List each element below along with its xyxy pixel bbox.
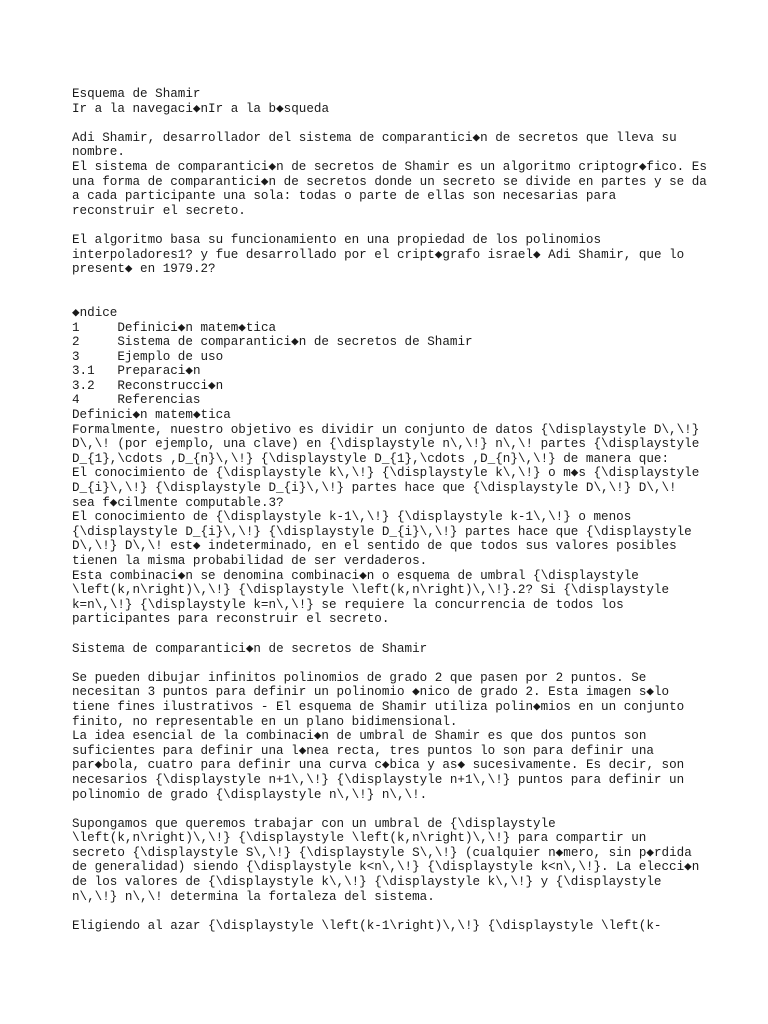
text-line: D\,\! (por ejemplo, una clave) en {\displaystyle n\,\!} n\,\! partes {\displaystyle: [72, 437, 700, 452]
text-line: tiene fines ilustrativos - El esquema de Shamir utiliza polin◆mios en un conjunto: [72, 699, 685, 714]
text-line: El sistema de comparantici◆n de secretos de Shamir es un algoritmo criptogr◆fico. Es: [72, 159, 707, 174]
text-line: Formalmente, nuestro objetivo es dividir un conjunto de datos {\displaystyle D\,\!}: [72, 422, 700, 437]
text-line: Se pueden dibujar infinitos polinomios de grado 2 que pasen por 2 puntos. Se: [72, 670, 647, 685]
text-line: La idea esencial de la combinaci◆n de umbral de Shamir es que dos puntos son: [72, 729, 647, 744]
text-line: reconstruir el secreto.: [72, 203, 246, 218]
text-line: {\displaystyle D_{i}\,\!} {\displaystyle D_{i}\,\!} partes hace que {\displaystyle: [72, 524, 692, 539]
text-line: [72, 627, 712, 642]
text-line: finito, no representable en un plano bidimensional.: [72, 714, 458, 729]
document-body: [72, 87, 712, 933]
text-line: [72, 218, 712, 233]
text-line: secreto {\displaystyle S\,\!} {\displaystyle S\,\!} (cualquier n◆mero, sin p◆rdida: [72, 845, 692, 860]
text-line: n\,\!} n\,\! determina la fortaleza del sistema.: [72, 889, 435, 904]
text-line: Eligiendo al azar {\displaystyle \left(k-1\right)\,\!} {\displaystyle \left(k-: [72, 918, 662, 933]
text-line: polinomio de grado {\displaystyle n\,\!} n\,\!.: [72, 787, 428, 802]
text-line: [72, 656, 712, 671]
text-line: 3.2 Reconstrucci◆n: [72, 378, 224, 393]
text-line: El conocimiento de {\displaystyle k\,\!} {\displaystyle k\,\!} o m◆s {\displaystyle: [72, 466, 700, 481]
text-line: participantes para reconstruir el secreto.: [72, 612, 390, 627]
text-line: D\,\!} D\,\! est◆ indeterminado, en el sentido de que todos sus valores posibles: [72, 539, 677, 554]
text-line: a cada participante una sola: todas o parte de ellas son necesarias para: [72, 189, 617, 204]
text-line: D_{i}\,\!} {\displaystyle D_{i}\,\!} partes hace que {\displaystyle D\,\!} D\,\!: [72, 481, 677, 496]
text-line: Esta combinaci◆n se denomina combinaci◆n o esquema de umbral {\displaystyle: [72, 568, 639, 583]
text-line: [72, 277, 712, 292]
text-line: Definici◆n matem◆tica: [72, 408, 231, 423]
text-line: present◆ en 1979.2?: [72, 262, 216, 277]
text-line: 1 Definici◆n matem◆tica: [72, 320, 277, 335]
text-line: tienen la misma probabilidad de ser verdaderos.: [72, 554, 428, 568]
text-line: nombre.: [72, 145, 125, 160]
text-line: D_{1},\cdots ,D_{n}\,\!} {\displaystyle D_{1},\cdots ,D_{n}\,\!} de manera que:: [72, 451, 670, 466]
text-line: [72, 291, 712, 306]
text-line: una forma de comparantici◆n de secretos donde un secreto se divide en partes y se da: [72, 174, 707, 189]
text-line: de generalidad) siendo {\displaystyle k<n\,\!} {\displaystyle k<n\,\!}. La elecci◆n: [72, 860, 700, 875]
text-line: 2 Sistema de comparantici◆n de secretos de Shamir: [72, 335, 473, 350]
text-line: [72, 116, 712, 131]
text-line: Adi Shamir, desarrollador del sistema de comparantici◆n de secretos que lleva su: [72, 130, 677, 145]
text-line: k=n\,\!} {\displaystyle k=n\,\!} se requiere la concurrencia de todos los: [72, 597, 624, 612]
text-line: [72, 904, 712, 919]
text-line: Supongamos que queremos trabajar con un umbral de {\displaystyle: [72, 816, 556, 831]
text-line: ◆ndice: [72, 305, 118, 320]
text-line: [72, 802, 712, 817]
text-line: \left(k,n\right)\,\!} {\displaystyle \left(k,n\right)\,\!} para compartir un: [72, 831, 647, 846]
text-line: necesarios {\displaystyle n+1\,\!} {\displaystyle n+1\,\!} puntos para definir un: [72, 772, 685, 787]
text-line: de los valores de {\displaystyle k\,\!} {\displaystyle k\,\!} y {\displaystyle: [72, 875, 662, 890]
text-line: 3.1 Preparaci◆n: [72, 364, 201, 379]
text-line: Esquema de Shamir: [72, 87, 201, 101]
text-line: suficientes para definir una l◆nea recta, tres puntos lo son para definir una: [72, 743, 654, 758]
text-line: El algoritmo basa su funcionamiento en una propiedad de los polinomios: [72, 232, 602, 247]
text-line: Ir a la navegaci◆nIr a la b◆squeda: [72, 101, 330, 116]
text-line: El conocimiento de {\displaystyle k-1\,\!} {\displaystyle k-1\,\!} o menos: [72, 510, 632, 525]
text-line: par◆bola, cuatro para definir una curva c◆bica y as◆ sucesivamente. Es decir, son: [72, 758, 685, 773]
text-line: \left(k,n\right)\,\!} {\displaystyle \left(k,n\right)\,\!}.2? Si {\displaystyle: [72, 583, 670, 598]
text-line: interpoladores1? y fue desarrollado por el cript◆grafo israel◆ Adi Shamir, que lo: [72, 247, 685, 262]
text-line: necesitan 3 puntos para definir un polinomio ◆nico de grado 2. Esta imagen s◆lo: [72, 685, 670, 700]
text-line: 3 Ejemplo de uso: [72, 349, 224, 364]
text-line: Sistema de comparantici◆n de secretos de Shamir: [72, 641, 428, 656]
text-line: 4 Referencias: [72, 393, 201, 408]
text-line: sea f◆cilmente computable.3?: [72, 495, 284, 510]
